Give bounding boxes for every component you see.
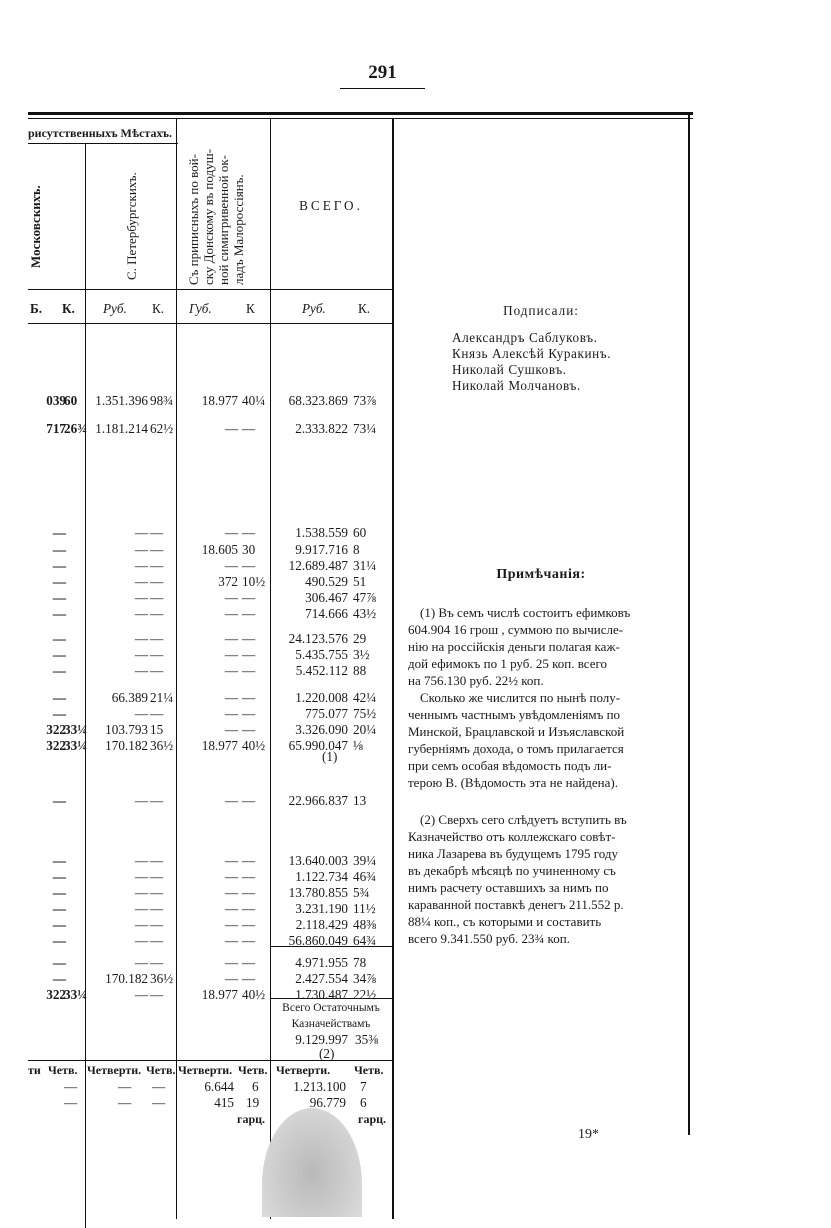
- col-don-header-2: ску Донскому въ подуш-: [201, 149, 216, 285]
- note-line: въ декабрѣ мѣсяцѣ по учиненному съ: [408, 863, 616, 878]
- grain-cell: —: [64, 1095, 78, 1110]
- ledger-cell-s-k: —: [150, 663, 164, 678]
- col-don-header-4: ладъ Малороссіянъ.: [231, 174, 246, 285]
- ledger-cell-d-k: —: [242, 971, 256, 986]
- ledger-cell-m-r: —: [52, 590, 66, 605]
- note-line: ченнымъ частнымъ увѣдомленіямъ по: [408, 707, 621, 722]
- ledger-cell-s-k: —: [150, 706, 164, 721]
- grain-label: Четверти.: [178, 1063, 233, 1077]
- ledger-cell-s-k: —: [150, 647, 164, 662]
- ledger-cell-s-r: —: [134, 647, 148, 662]
- ledger-cell-m-r: —: [52, 901, 66, 916]
- grain-label: Четв.: [354, 1063, 384, 1077]
- ledger-cell-s-k: —: [150, 558, 164, 573]
- col-divider-4: [392, 119, 394, 1219]
- ledger-cell-s-k: —: [150, 933, 164, 948]
- ledger-cell-d-k: —: [242, 647, 256, 662]
- note-line: терою В. (Вѣдомость эта не найдена).: [408, 775, 618, 790]
- ledger-cell-s-k: —: [150, 885, 164, 900]
- ledger-cell-s-r: 170.182: [105, 738, 148, 753]
- ledger-cell-s-k: —: [150, 574, 164, 589]
- ledger-cell-s-r: —: [134, 853, 148, 868]
- ledger-cell-t-k: 51: [353, 574, 367, 589]
- unit-label: Руб.: [302, 301, 326, 316]
- ledger-cell-s-k: —: [150, 631, 164, 646]
- col-don-header-3: ной симигривенной ок-: [216, 155, 231, 285]
- ledger-cell-m-r: —: [52, 955, 66, 970]
- ledger-cell-m-k: 33¼: [64, 738, 88, 753]
- ledger-cell-m-r: 322: [46, 987, 66, 1002]
- ledger-cell-s-k: 98¾: [150, 393, 174, 408]
- footnote-mark-1: (1): [322, 749, 338, 764]
- grain-cell: 19: [246, 1095, 260, 1110]
- ledger-cell-t-r: 2.427.554: [295, 971, 348, 986]
- ledger-cell-d-r: 18.605: [201, 542, 238, 557]
- grain-cell: —: [152, 1079, 166, 1094]
- ledger-cell-m-k: 33¼: [64, 722, 88, 737]
- ledger-cell-d-k: —: [242, 606, 256, 621]
- ledger-cell-d-k: —: [242, 690, 256, 705]
- grain-cell: 415: [214, 1095, 234, 1110]
- col-don-header-1: Съ приписныхъ по вой-: [186, 154, 201, 285]
- signature-name: Князь Алексѣй Куракинъ.: [452, 346, 612, 361]
- ledger-cell-d-k: —: [242, 722, 256, 737]
- ledger-cell-d-r: —: [224, 885, 238, 900]
- grain-label: ти: [28, 1063, 41, 1077]
- garts-label: гарц.: [358, 1112, 387, 1126]
- ledger-cell-t-r: 1.220.008: [295, 690, 348, 705]
- ledger-cell-d-r: —: [224, 525, 238, 540]
- ledger-cell-d-k: 30: [242, 542, 256, 557]
- ledger-cell-s-r: —: [134, 933, 148, 948]
- ledger-cell-d-r: —: [224, 647, 238, 662]
- signatures-heading: Подписали:: [503, 303, 579, 318]
- ledger-cell-m-r: 322: [46, 738, 66, 753]
- ledger-cell-t-k: 78: [353, 955, 367, 970]
- ledger-cell-t-k: 34⅞: [353, 971, 377, 986]
- footnote-mark-2: (2): [319, 1046, 335, 1061]
- unit-label: К: [246, 301, 255, 316]
- ledger-cell-s-r: 170.182: [105, 971, 148, 986]
- note-line: караванной поставкѣ денегъ 211.552 р.: [408, 897, 624, 912]
- notes-heading: Примѣчанія:: [496, 567, 586, 582]
- ledger-cell-t-r: 3.231.190: [295, 901, 348, 916]
- ledger-cell-s-r: 1.351.396: [95, 393, 148, 408]
- grain-cell: 7: [360, 1079, 367, 1094]
- ledger-cell-d-r: —: [224, 869, 238, 884]
- ledger-cell-t-r: 13.780.855: [288, 885, 348, 900]
- grain-label: Четв.: [238, 1063, 268, 1077]
- ledger-cell-m-r: —: [52, 885, 66, 900]
- grain-cell: 6: [252, 1079, 259, 1094]
- ledger-cell-m-r: —: [52, 574, 66, 589]
- ledger-cell-t-r: 3.326.090: [295, 722, 348, 737]
- ledger-cell-m-r: —: [52, 690, 66, 705]
- note-line: (2) Сверхъ сего слѣдуетъ вступить въ: [420, 812, 627, 827]
- ledger-cell-d-r: 18.977: [201, 987, 238, 1002]
- ledger-cell-t-r: 65.990.047: [288, 738, 348, 753]
- right-border: [688, 115, 690, 1135]
- ledger-cell-s-k: —: [150, 853, 164, 868]
- ledger-cell-s-r: —: [134, 706, 148, 721]
- unit-label: К.: [152, 301, 165, 316]
- ledger-cell-m-k: 60: [64, 393, 78, 408]
- ledger-cell-t-r: 2.333.822: [295, 421, 348, 436]
- ledger-cell-d-k: —: [242, 917, 256, 932]
- ledger-cell-d-r: —: [224, 793, 238, 808]
- ledger-cell-t-k: 75½: [353, 706, 377, 721]
- note-line: 88¼ коп., съ которыми и составить: [408, 914, 602, 929]
- ledger-cell-d-r: 372: [218, 574, 238, 589]
- ledger-cell-m-r: 322: [46, 722, 66, 737]
- ledger-cell-t-r: 24.123.576: [288, 631, 348, 646]
- ledger-cell-d-r: —: [224, 955, 238, 970]
- totals-kopecks: 35⅜: [355, 1032, 379, 1047]
- unit-label: К.: [358, 301, 371, 316]
- unit-label: К.: [62, 301, 75, 316]
- group-title-rule: [28, 143, 178, 144]
- ledger-cell-t-r: 4.971.955: [295, 955, 348, 970]
- ledger-cell-t-k: 47⅞: [353, 590, 377, 605]
- ledger-cell-s-k: —: [150, 542, 164, 557]
- ledger-cell-s-r: —: [134, 590, 148, 605]
- ledger-cell-m-r: —: [52, 663, 66, 678]
- grain-rule: [28, 1060, 393, 1061]
- col-spb-header: С. Петербургскихъ.: [124, 172, 139, 280]
- ledger-cell-m-r: —: [52, 793, 66, 808]
- totals-label-2: Казначействамъ: [291, 1018, 371, 1030]
- ledger-cell-t-k: 60: [353, 525, 367, 540]
- ledger-cell-t-k: 20¼: [353, 722, 377, 737]
- ledger-cell-m-r: —: [52, 869, 66, 884]
- ledger-cell-t-r: 1.538.559: [295, 525, 348, 540]
- signature-name: Александръ Саблуковъ.: [452, 330, 598, 345]
- ledger-cell-d-k: —: [242, 631, 256, 646]
- ledger-cell-d-k: —: [242, 793, 256, 808]
- ledger-cell-s-k: —: [150, 525, 164, 540]
- ledger-cell-t-r: 2.118.429: [295, 917, 348, 932]
- col-divider-2: [176, 119, 177, 1219]
- ledger-cell-s-r: —: [134, 574, 148, 589]
- ledger-cell-d-k: —: [242, 706, 256, 721]
- ledger-cell-t-r: 714.666: [305, 606, 348, 621]
- ledger-cell-s-r: —: [134, 917, 148, 932]
- ledger-cell-t-k: 46¾: [353, 869, 377, 884]
- unit-label: Б.: [30, 301, 43, 316]
- ledger-cell-s-r: —: [134, 869, 148, 884]
- ledger-cell-t-k: 73⅞: [353, 393, 377, 408]
- ledger-cell-d-r: —: [224, 590, 238, 605]
- ledger-cell-t-k: 11½: [353, 901, 376, 916]
- ledger-cell-d-r: —: [224, 706, 238, 721]
- header-rule: [28, 289, 393, 290]
- ledger-cell-t-k: 13: [353, 793, 367, 808]
- unit-label: Руб.: [103, 301, 127, 316]
- ledger-cell-d-k: 40½: [242, 987, 266, 1002]
- ledger-cell-d-k: —: [242, 525, 256, 540]
- ledger-cell-d-k: —: [242, 663, 256, 678]
- signature-mark: 19*: [578, 1127, 599, 1142]
- ledger-cell-m-r: —: [52, 853, 66, 868]
- ledger-cell-t-k: 64¾: [353, 933, 377, 948]
- ledger-cell-d-r: 18.977: [201, 393, 238, 408]
- ledger-cell-s-k: —: [150, 606, 164, 621]
- ledger-cell-s-r: —: [134, 987, 148, 1002]
- ledger-cell-d-k: —: [242, 590, 256, 605]
- note-line: нимъ расчету оставшихъ за нимъ по: [408, 880, 609, 895]
- grain-cell: —: [118, 1079, 132, 1094]
- ledger-cell-m-r: —: [52, 706, 66, 721]
- top-rule-thin: [28, 118, 693, 119]
- ledger-cell-s-k: —: [150, 955, 164, 970]
- ledger-cell-t-k: 48⅜: [353, 917, 377, 932]
- ledger-cell-t-r: 5.435.755: [295, 647, 348, 662]
- ledger-cell-t-k: 43½: [353, 606, 377, 621]
- col-total-header: ВСЕГО.: [299, 198, 363, 213]
- ledger-cell-s-r: —: [134, 542, 148, 557]
- grain-cell: —: [64, 1079, 78, 1094]
- ledger-cell-t-r: 5.452.112: [295, 663, 348, 678]
- ledger-cell-d-r: —: [224, 558, 238, 573]
- ledger-cell-s-k: 62½: [150, 421, 174, 436]
- ledger-cell-m-r: —: [52, 631, 66, 646]
- ledger-cell-t-r: 1.122.734: [295, 869, 348, 884]
- ledger-cell-m-r: —: [52, 525, 66, 540]
- note-line: (1) Въ семъ числѣ состоитъ ефимковъ: [420, 605, 631, 620]
- ledger-cell-t-r: 9.917.716: [295, 542, 348, 557]
- ledger-cell-s-r: 1.181.214: [95, 421, 148, 436]
- grain-cell: 1.213.100: [293, 1079, 346, 1094]
- ledger-cell-t-r: 68.323.869: [288, 393, 348, 408]
- ledger-cell-t-r: 12.689.487: [288, 558, 348, 573]
- signature-name: Николай Сушковъ.: [452, 362, 567, 377]
- grain-label: Четв.: [146, 1063, 176, 1077]
- ledger-cell-t-r: 1.730.487: [295, 987, 348, 1002]
- ledger-cell-t-k: 22½: [353, 987, 377, 1002]
- grain-cell: 6.644: [204, 1079, 234, 1094]
- ledger-cell-s-k: 15: [150, 722, 164, 737]
- ledger-cell-s-r: —: [134, 955, 148, 970]
- grain-label: Четверти.: [87, 1063, 142, 1077]
- ledger-cell-m-r: —: [52, 558, 66, 573]
- totals-label-1: Всего Остаточнымъ: [282, 1002, 380, 1014]
- ledger-cell-t-r: 306.467: [305, 590, 348, 605]
- ledger-cell-s-r: —: [134, 663, 148, 678]
- ledger-cell-m-r: 717: [46, 421, 66, 436]
- ledger-cell-d-k: —: [242, 901, 256, 916]
- ledger-cell-t-r: 13.640.003: [288, 853, 348, 868]
- ledger-cell-s-r: —: [134, 525, 148, 540]
- ledger-cell-s-k: —: [150, 590, 164, 605]
- ledger-cell-s-k: —: [150, 987, 164, 1002]
- ledger-cell-m-r: —: [52, 917, 66, 932]
- ledger-cell-m-r: —: [52, 542, 66, 557]
- ledger-cell-s-r: —: [134, 558, 148, 573]
- ledger-cell-m-r: —: [52, 606, 66, 621]
- totals-rubles: 9.129.997: [295, 1032, 348, 1047]
- ledger-cell-d-k: 10½: [242, 574, 266, 589]
- ledger-cell-s-r: —: [134, 631, 148, 646]
- col-moscow-header: Московскихъ.: [28, 185, 43, 268]
- ledger-cell-d-r: —: [224, 631, 238, 646]
- grain-label: Четв.: [48, 1063, 78, 1077]
- ledger-cell-t-r: 22.966.837: [288, 793, 348, 808]
- ledger-cell-t-k: 5¾: [353, 885, 370, 900]
- garts-label: гарц.: [237, 1112, 266, 1126]
- ledger-cell-t-k: 39¼: [353, 853, 377, 868]
- ledger-cell-m-r: —: [52, 933, 66, 948]
- note-line: губерніямъ дохода, о томъ прилагается: [408, 741, 624, 756]
- ledger-cell-s-k: 36½: [150, 971, 174, 986]
- ledger-cell-d-r: —: [224, 917, 238, 932]
- note-line: всего 9.341.550 руб. 23¾ коп.: [408, 931, 570, 946]
- ledger-cell-d-k: —: [242, 933, 256, 948]
- ledger-cell-s-r: 66.389: [111, 690, 148, 705]
- ledger-cell-t-r: 490.529: [305, 574, 348, 589]
- ledger-cell-d-k: —: [242, 421, 256, 436]
- ledger-cell-m-r: 039: [46, 393, 66, 408]
- ledger-cell-d-r: —: [224, 971, 238, 986]
- ledger-cell-d-k: —: [242, 885, 256, 900]
- ledger-cell-d-k: 40½: [242, 738, 266, 753]
- ledger-cell-t-k: ⅛: [353, 738, 363, 753]
- ledger-cell-s-k: —: [150, 869, 164, 884]
- ledger-cell-m-k: 33¼: [64, 987, 88, 1002]
- grain-label: Четверти.: [276, 1063, 331, 1077]
- ledger-cell-d-r: —: [224, 606, 238, 621]
- ledger-cell-t-k: 8: [353, 542, 360, 557]
- note-line: при семъ особая вѣдомость подъ ли-: [408, 758, 612, 773]
- ledger-cell-s-r: —: [134, 901, 148, 916]
- ledger-cell-d-r: —: [224, 722, 238, 737]
- ledger-cell-m-r: —: [52, 647, 66, 662]
- ledger-cell-d-r: —: [224, 933, 238, 948]
- units-rule: [28, 323, 393, 324]
- unit-label: Губ.: [189, 301, 212, 316]
- scan-smudge: [262, 1108, 362, 1217]
- ledger-cell-t-k: 29: [353, 631, 367, 646]
- ledger-cell-s-r: —: [134, 606, 148, 621]
- ledger-cell-d-k: —: [242, 853, 256, 868]
- ledger-cell-d-k: —: [242, 869, 256, 884]
- ledger-cell-t-r: 775.077: [305, 706, 348, 721]
- ledger-cell-t-k: 31¼: [353, 558, 377, 573]
- note-line: нію на россійскія деньги полагая каж-: [408, 639, 620, 654]
- note-line: дой ефимокъ по 1 руб. 25 коп. всего: [408, 656, 608, 671]
- grain-cell: 96.779: [309, 1095, 346, 1110]
- ledger-cell-s-k: —: [150, 901, 164, 916]
- note-line: на 756.130 руб. 22½ коп.: [408, 673, 544, 688]
- ledger-cell-t-k: 3½: [353, 647, 370, 662]
- ledger-cell-m-k: 26¾: [64, 421, 88, 436]
- ledger-cell-s-r: 103.793: [105, 722, 148, 737]
- ledger-cell-d-r: —: [224, 421, 238, 436]
- ledger-cell-d-r: 18.977: [201, 738, 238, 753]
- ledger-cell-s-k: 36½: [150, 738, 174, 753]
- group-title: рисутственныхъ Мѣстахъ.: [28, 126, 172, 140]
- ledger-cell-s-k: 21¼: [150, 690, 174, 705]
- grain-cell: 6: [360, 1095, 367, 1110]
- note-line: Минской, Брацлавской и Изъяславской: [408, 724, 625, 739]
- top-rule: [28, 112, 693, 115]
- note-line: Казначейство отъ коллежскаго совѣт-: [408, 829, 616, 844]
- ledger-cell-d-k: —: [242, 955, 256, 970]
- ledger-cell-s-r: —: [134, 885, 148, 900]
- ledger-cell-d-r: —: [224, 853, 238, 868]
- page-number: 291: [340, 62, 425, 89]
- ledger-cell-d-r: —: [224, 663, 238, 678]
- ledger-cell-t-k: 73¼: [353, 421, 377, 436]
- ledger-cell-d-k: —: [242, 558, 256, 573]
- note-line: 604.904 16 грош , суммою по вычисле-: [408, 622, 624, 637]
- ledger-cell-s-k: —: [150, 917, 164, 932]
- ledger-cell-s-r: —: [134, 793, 148, 808]
- ledger-cell-d-k: 40¼: [242, 393, 266, 408]
- ledger-cell-t-k: 88: [353, 663, 367, 678]
- ledger-cell-s-k: —: [150, 793, 164, 808]
- ledger-cell-t-r: 56.860.049: [288, 933, 348, 948]
- ledger-cell-t-k: 42¼: [353, 690, 377, 705]
- ledger-cell-d-r: —: [224, 901, 238, 916]
- grain-cell: —: [118, 1095, 132, 1110]
- signature-name: Николай Молчановъ.: [452, 378, 581, 393]
- ledger-cell-d-r: —: [224, 690, 238, 705]
- ledger-cell-m-r: —: [52, 971, 66, 986]
- col-divider-1: [85, 143, 86, 1228]
- note-line: Сколько же числится по нынѣ полу-: [420, 690, 621, 705]
- grain-cell: —: [152, 1095, 166, 1110]
- note-line: ника Лазарева въ будущемъ 1795 году: [408, 846, 618, 861]
